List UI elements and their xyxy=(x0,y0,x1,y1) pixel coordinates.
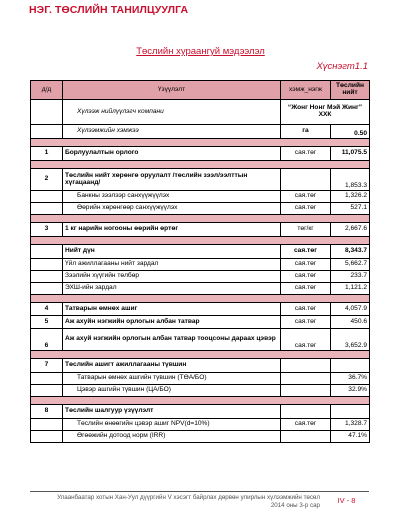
revenue-value: 11,075.5 xyxy=(331,147,370,161)
pretax-profit-unit: сая.төг xyxy=(281,303,331,316)
header-indicator: Үзүүлэлт xyxy=(63,81,281,100)
capacity-label: Хүлээмжийн хэмжээ xyxy=(63,125,281,139)
company-value: “Жонг Нонг Мэй Жинг” ХХК xyxy=(281,100,370,125)
total-label: Нийт дүн xyxy=(63,245,281,259)
row-number: 1 xyxy=(31,147,63,161)
revenue-unit: сая.төг xyxy=(281,147,331,161)
opex-label: Үйл ажиллагааны нийт зардал xyxy=(63,259,281,271)
net-profit-unit: сая.төг xyxy=(281,329,331,351)
row-number: 3 xyxy=(31,223,63,237)
pretax-margin-value: 36.7% xyxy=(331,373,370,385)
table-row xyxy=(31,316,370,329)
capacity-value: 0.50 xyxy=(331,125,370,139)
net-profit-value: 3,652.9 xyxy=(331,329,370,351)
depreciation-label: ЭХШ-ийн зардал xyxy=(63,283,281,295)
footer-project-name: Улаанбаатар хотын Хан-Уул дүүргийн V хэсэгт байрлах дөрвөн улирлын хүлээмжийн төсөл xyxy=(57,494,320,501)
revenue-label: Борлуулалтын орлого xyxy=(63,147,281,161)
own-funds-unit: сая.төг xyxy=(281,203,331,215)
unit-cost-unit: төг/кг xyxy=(281,223,331,237)
table-row xyxy=(31,203,370,215)
table-row xyxy=(31,373,370,385)
net-margin-value: 32.9% xyxy=(331,385,370,397)
footer-text xyxy=(30,494,320,510)
criteria-label: Төслийн шалгуур үзүүлэлт xyxy=(63,405,281,419)
net-margin-label: Цэвэр ашгийн түвшин (ЦА/БО) xyxy=(63,385,281,397)
own-funds-label: Өөрийн хөрөнгөөр санхүүжүүлэх xyxy=(63,203,281,215)
summary-table xyxy=(30,80,370,443)
table-row xyxy=(31,147,370,161)
row-number: 6 xyxy=(31,329,63,351)
investment-value: 1,853.3 xyxy=(331,169,370,191)
table-row xyxy=(31,419,370,431)
table-row xyxy=(31,191,370,203)
table-subtitle: Төслийн хураангуй мэдээлэл xyxy=(136,46,265,57)
table-header-row xyxy=(31,81,370,100)
total-unit: сая.төг xyxy=(281,245,331,259)
opex-unit: сая.төг xyxy=(281,259,331,271)
table-row xyxy=(31,100,370,125)
total-value: 8,343.7 xyxy=(331,245,370,259)
pretax-profit-label: Татварын өмнөх ашиг xyxy=(63,303,281,316)
irr-label: Өгөөжийн дотоод норм (IRR) xyxy=(63,431,281,443)
investment-label: Төслийн нийт хөрөнгө оруулалт /төслийн зээл/ээлттын хүгацаанд/ xyxy=(63,169,281,191)
pretax-margin-label: Татварын өмнөх ашгийн түвшин (ТӨА/БО) xyxy=(63,373,281,385)
table-row xyxy=(31,359,370,373)
net-profit-label: Аж ахуй нэгжийн орлогын албан татвар тооцсоны дараах цэвэр xyxy=(63,329,281,351)
interest-label: Зээлийн хүүгийн төлбөр xyxy=(63,271,281,283)
table-row xyxy=(31,245,370,259)
header-value: Төслийн нийт xyxy=(331,81,370,100)
row-number: 5 xyxy=(31,316,63,329)
row-number: 8 xyxy=(31,405,63,419)
table-row xyxy=(31,329,370,351)
bank-loan-unit: сая.төг xyxy=(281,191,331,203)
company-label: Хүлээж нийлүүлэгч компани xyxy=(63,100,281,125)
interest-value: 233.7 xyxy=(331,271,370,283)
row-number: 2 xyxy=(31,169,63,191)
depreciation-unit: сая.төг xyxy=(281,283,331,295)
table-row xyxy=(31,303,370,316)
footer-date: 2014 оны 3-р сар xyxy=(270,501,320,509)
row-number: 4 xyxy=(31,303,63,316)
row-number: 7 xyxy=(31,359,63,373)
pretax-profit-value: 4,057.9 xyxy=(331,303,370,316)
depreciation-value: 1,121.2 xyxy=(331,283,370,295)
section-heading: НЭГ. ТӨСЛИЙН ТАНИЛЦУУЛГА xyxy=(29,4,189,16)
unit-cost-value: 2,667.6 xyxy=(331,223,370,237)
bank-loan-value: 1,326.2 xyxy=(331,191,370,203)
interest-unit: сая.төг xyxy=(281,271,331,283)
page-number: IV - 8 xyxy=(337,496,356,505)
table-row xyxy=(31,385,370,397)
table-row xyxy=(31,259,370,271)
bank-loan-label: Банкны зээлээр санхүүжүүлэх xyxy=(63,191,281,203)
header-unit: хэмж_нэгж xyxy=(281,81,331,100)
npv-label: Төслийн өнөөгийн цэвэр ашиг NPV(d=10%) xyxy=(63,419,281,431)
capacity-unit: га xyxy=(281,125,331,139)
table-row xyxy=(31,283,370,295)
income-tax-label: Аж ахуйн нэгжийн орлогын албан татвар xyxy=(63,316,281,329)
income-tax-unit: сая.төг xyxy=(281,316,331,329)
opex-value: 5,662.7 xyxy=(331,259,370,271)
profitability-label: Төслийн ашигт ажиллагааны түвшин xyxy=(63,359,281,373)
npv-unit: сая.төг xyxy=(281,419,331,431)
table-row xyxy=(31,223,370,237)
table-row xyxy=(31,405,370,419)
footer-divider xyxy=(30,491,369,492)
appendix-label: Хүснэгт1.1 xyxy=(316,61,368,72)
income-tax-value: 450.6 xyxy=(331,316,370,329)
table-row xyxy=(31,169,370,191)
npv-value: 1,328.7 xyxy=(331,419,370,431)
unit-cost-label: 1 кг нарийн ногооны өөрийн өртөг xyxy=(63,223,281,237)
table-row xyxy=(31,271,370,283)
table-row xyxy=(31,431,370,443)
irr-value: 47.1% xyxy=(331,431,370,443)
header-no: д/д xyxy=(31,81,63,100)
table-row xyxy=(31,125,370,139)
own-funds-value: 527.1 xyxy=(331,203,370,215)
